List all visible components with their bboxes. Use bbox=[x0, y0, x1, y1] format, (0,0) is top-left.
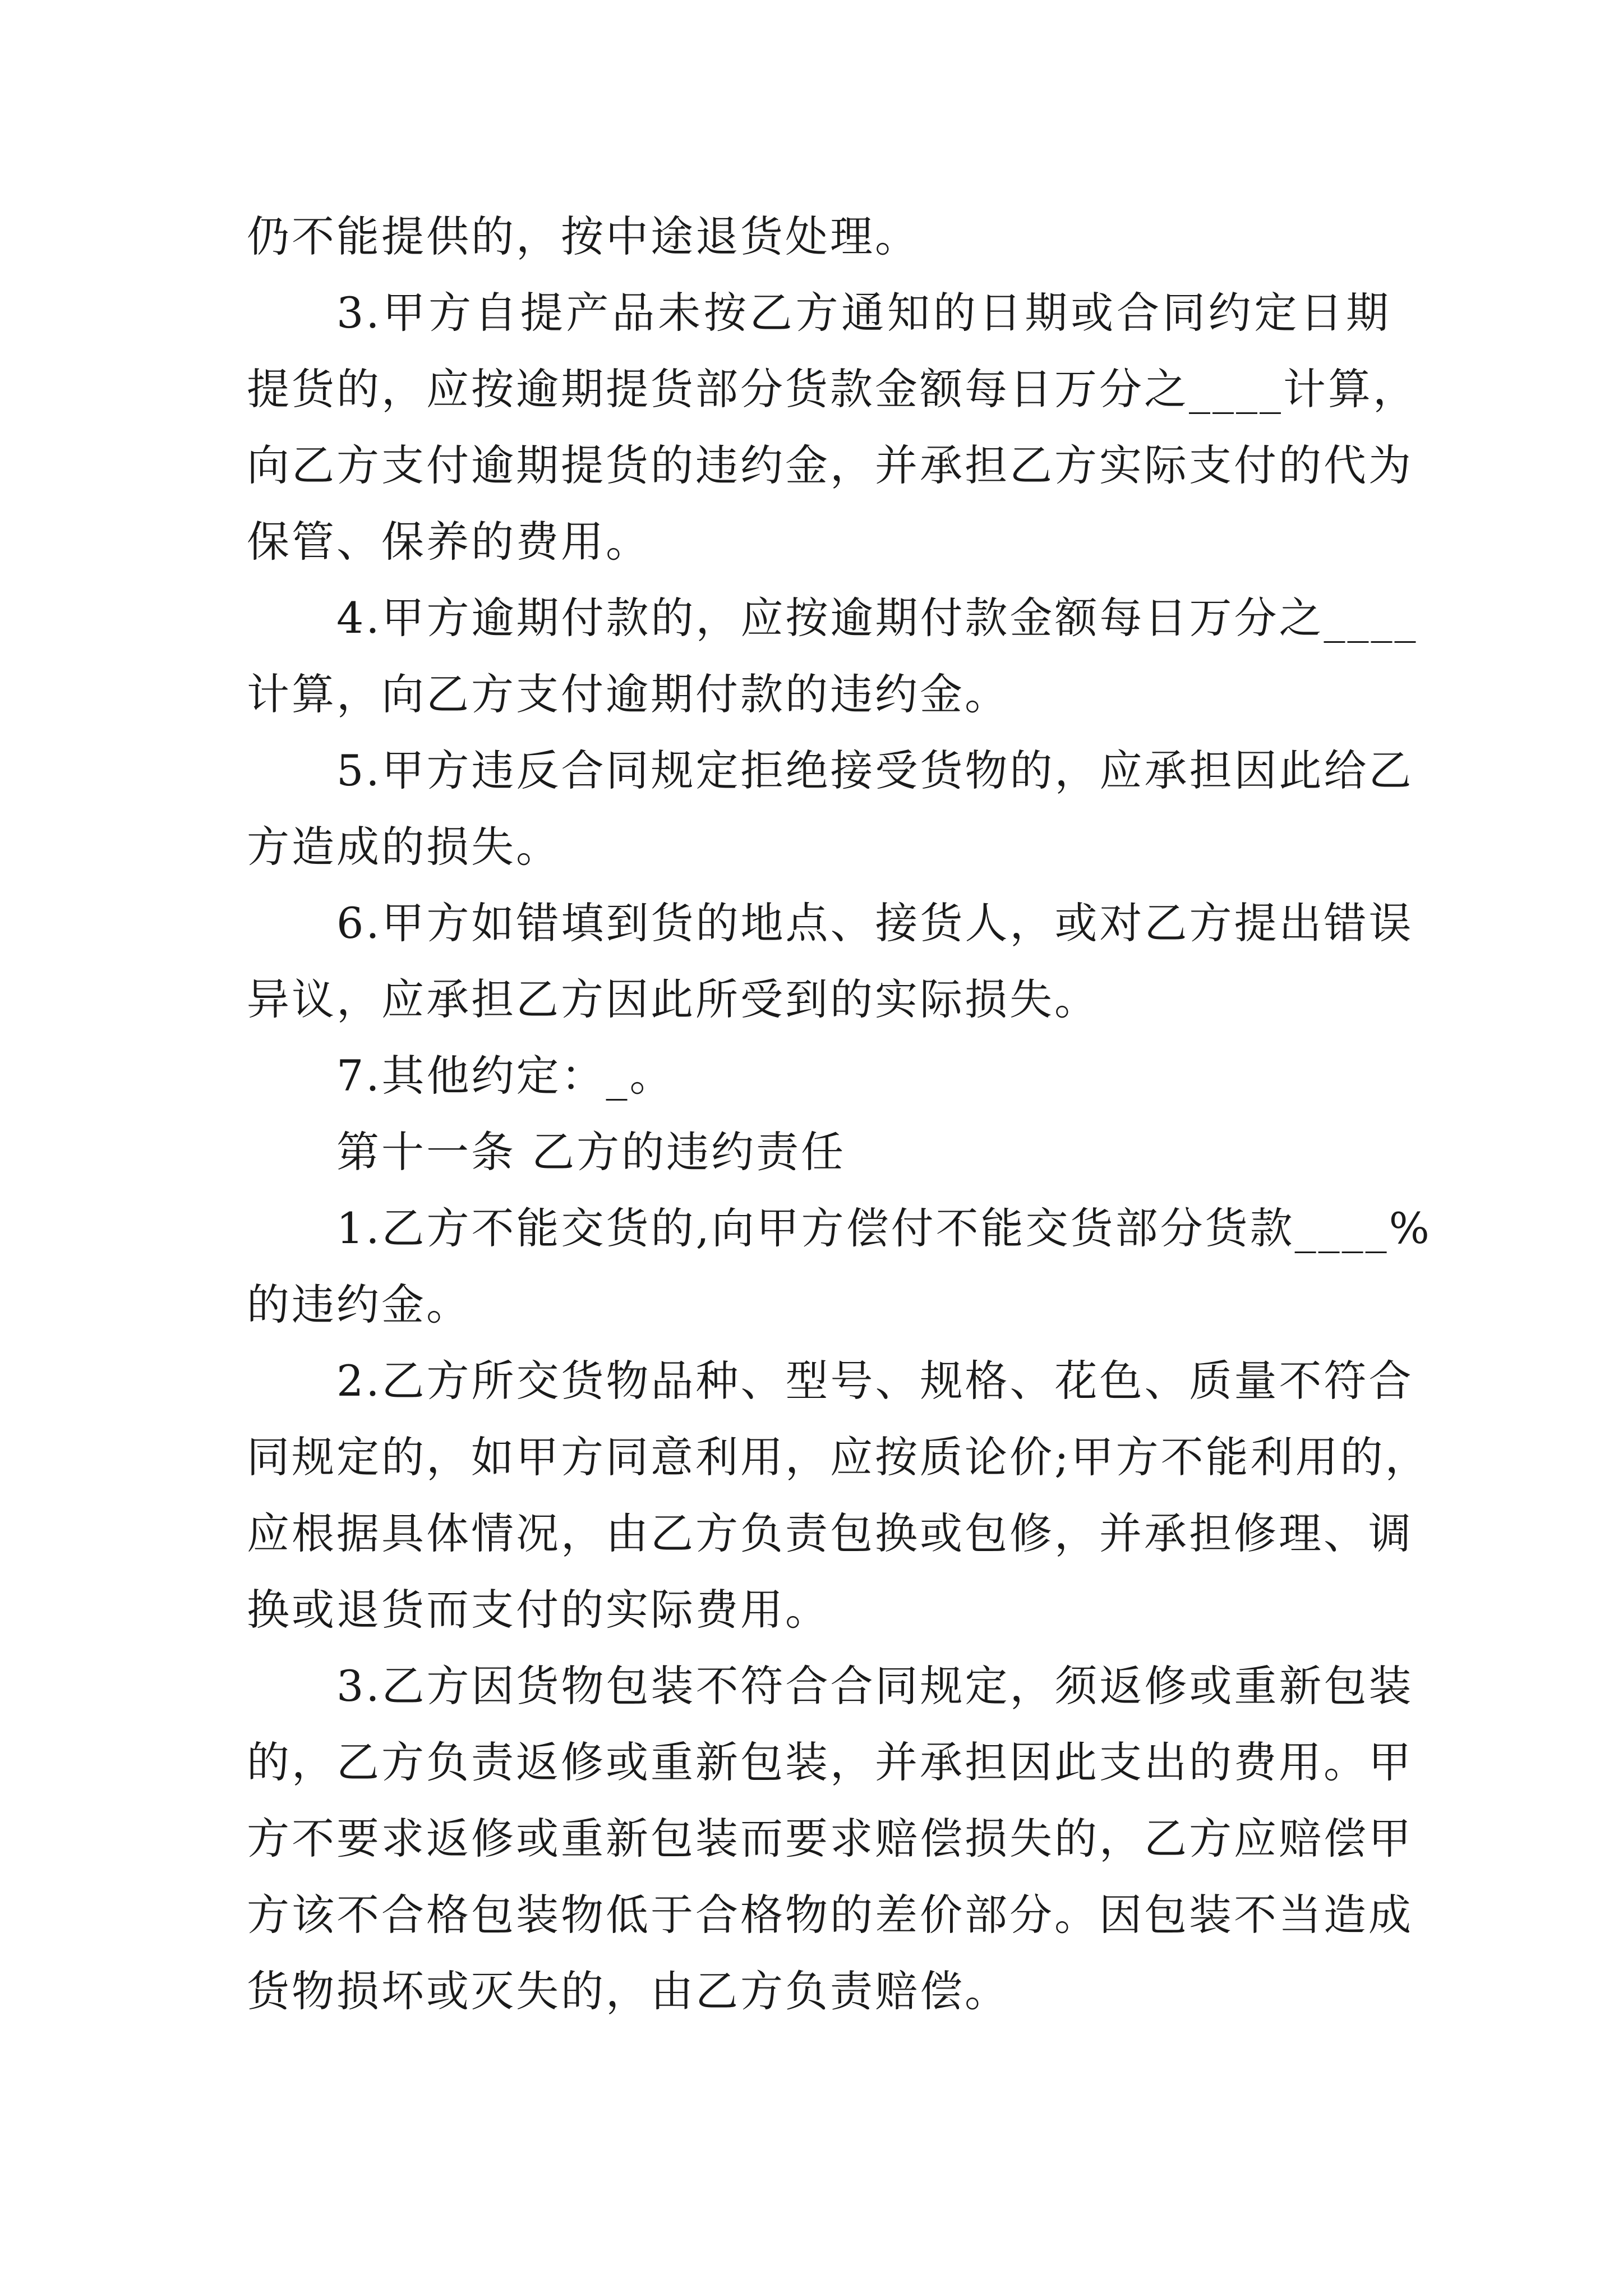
text-line: 换或退货而支付的实际费用。 bbox=[247, 1585, 830, 1635]
text-line: 的违约金。 bbox=[247, 1280, 471, 1329]
text-line: 7.其他约定：_。 bbox=[336, 1051, 675, 1101]
text-line: 的，乙方负责返修或重新包装，并承担因此支出的费用。甲 bbox=[247, 1737, 1413, 1787]
text-line: 异议，应承担乙方因此所受到的实际损失。 bbox=[247, 974, 1099, 1024]
text-line: 6.甲方如错填到货的地点、接货人，或对乙方提出错误 bbox=[336, 898, 1414, 948]
text-line: 提货的，应按逾期提货部分货款金额每日万分之____计算， bbox=[247, 364, 1418, 414]
text-line: 3.乙方因货物包装不符合合同规定，须返修或重新包装 bbox=[336, 1661, 1414, 1711]
text-line: 方不要求返修或重新包装而要求赔偿损失的，乙方应赔偿甲 bbox=[247, 1814, 1413, 1864]
text-line: 计算，向乙方支付逾期付款的违约金。 bbox=[247, 669, 1009, 719]
text-line: 3.甲方自提产品未按乙方通知的日期或合同约定日期 bbox=[336, 288, 1391, 338]
text-line: 应根据具体情况，由乙方负责包换或包修，并承担修理、调 bbox=[247, 1508, 1413, 1558]
text-line: 向乙方支付逾期提货的违约金，并承担乙方实际支付的代为 bbox=[247, 440, 1413, 490]
text-line: 方该不合格包装物低于合格物的差价部分。因包装不当造成 bbox=[247, 1890, 1413, 1940]
text-line: 2.乙方所交货物品种、型号、规格、花色、质量不符合 bbox=[336, 1356, 1414, 1406]
text-line: 货物损坏或灭失的，由乙方负责赔偿。 bbox=[247, 1966, 1009, 2016]
section-heading: 第十一条 乙方的违约责任 bbox=[336, 1127, 846, 1177]
text-line: 方造成的损失。 bbox=[247, 822, 561, 872]
text-line: 仍不能提供的，按中途退货处理。 bbox=[247, 211, 920, 261]
text-line: 保管、保养的费用。 bbox=[247, 517, 651, 567]
text-line: 1.乙方不能交货的,向甲方偿付不能交货部分货款____% bbox=[336, 1203, 1432, 1253]
text-line: 同规定的，如甲方同意利用，应按质论价;甲方不能利用的， bbox=[247, 1432, 1430, 1482]
text-line: 5.甲方违反合同规定拒绝接受货物的，应承担因此给乙 bbox=[336, 746, 1414, 795]
text-line: 4.甲方逾期付款的，应按逾期付款金额每日万分之____ bbox=[336, 593, 1418, 643]
